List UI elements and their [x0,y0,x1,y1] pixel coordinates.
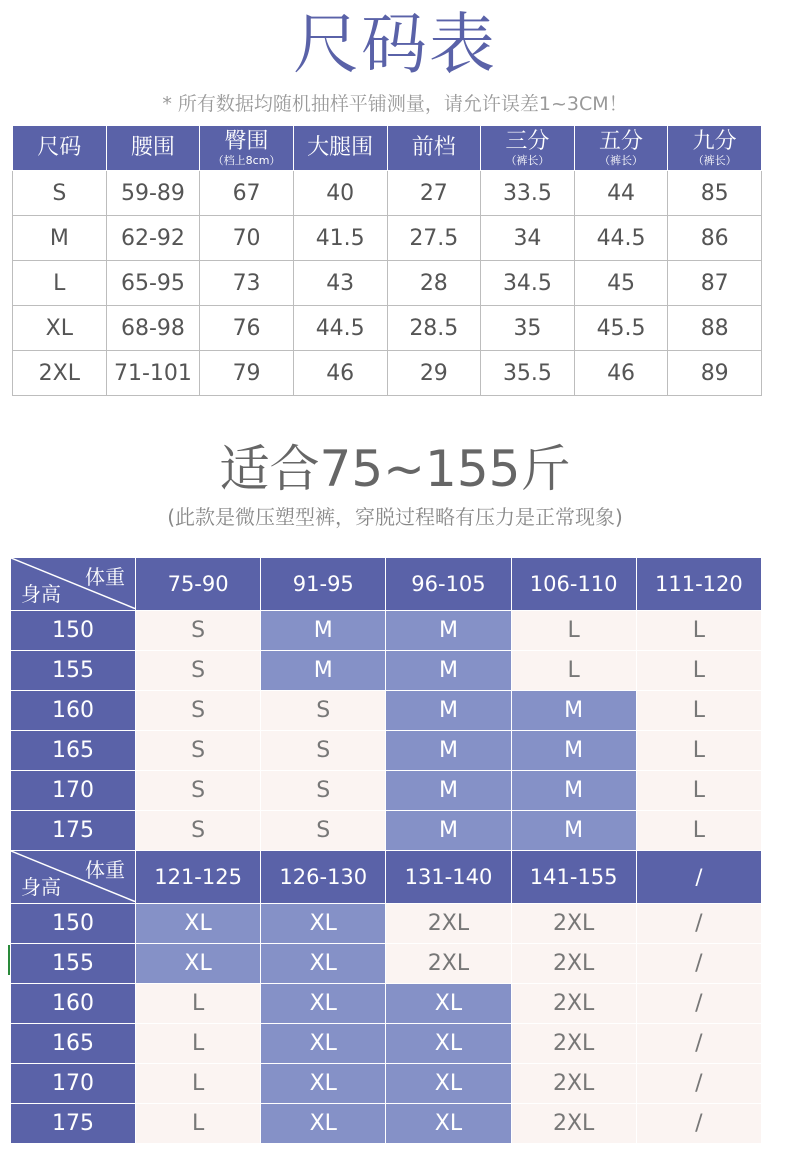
table-row [11,771,762,811]
table-row [11,611,762,651]
size-recommendation-cell: M [386,651,511,691]
size-recommendation-cell: M [386,771,511,811]
size-recommendation-cell: XL [386,1024,511,1064]
size-recommendation-cell: / [636,1064,761,1104]
three-quarter-cell: 33.5 [481,171,575,216]
thigh-cell: 43 [293,261,387,306]
size-recommendation-cell: 2XL [386,904,511,944]
size-recommendation-cell: / [636,904,761,944]
thigh-cell: 46 [293,351,387,396]
height-weight-corner [11,850,136,903]
height-cell: 175 [11,811,136,851]
size-recommendation-cell: S [261,731,386,771]
height-label: 身高 [21,582,61,607]
size-recommendation-cell: / [636,1104,761,1144]
height-label: 身高 [21,875,61,900]
size-recommendation-cell: M [511,731,636,771]
thigh-cell: 41.5 [293,216,387,261]
header-front-rise: 前档 [387,126,481,171]
weight-range-header: 111-120 [636,558,761,611]
size-recommendation-cell: M [386,731,511,771]
front-rise-cell: 28.5 [387,306,481,351]
height-cell: 170 [11,1064,136,1104]
weight-range-header: 75-90 [136,558,261,611]
three-quarter-cell: 34 [481,216,575,261]
size-recommendation-cell: XL [261,904,386,944]
weight-range-header: 131-140 [386,850,511,903]
size-recommendation-cell: L [636,811,761,851]
size-cell: 2XL [13,351,107,396]
size-table [12,125,762,396]
size-recommendation-cell: L [136,1024,261,1064]
size-recommendation-cell: 2XL [511,904,636,944]
header-size: 尺码 [13,126,107,171]
front-rise-cell: 27 [387,171,481,216]
nine-quarter-cell: 88 [668,306,762,351]
size-recommendation-cell: XL [261,1064,386,1104]
hip-cell: 73 [200,261,294,306]
size-recommendation-cell: M [386,811,511,851]
weight-label: 体重 [85,857,125,882]
header-waist: 腰围 [106,126,200,171]
height-cell: 150 [11,611,136,651]
header-five-quarter: 五分 （裤长） [574,126,668,171]
header-hip: 臀围 （档上8cm） [200,126,294,171]
size-recommendation-cell: XL [261,1104,386,1144]
size-recommendation-cell: M [386,611,511,651]
five-quarter-cell: 45.5 [574,306,668,351]
height-cell: 155 [11,944,136,984]
weight-range-header: / [636,850,761,903]
size-recommendation-cell: L [511,611,636,651]
waist-cell: 59-89 [106,171,200,216]
thigh-cell: 40 [293,171,387,216]
table-row [11,1024,762,1064]
table-row [13,261,762,306]
size-recommendation-cell: L [636,691,761,731]
size-recommendation-cell: 2XL [511,1104,636,1144]
waist-cell: 71-101 [106,351,200,396]
size-recommendation-cell: L [136,984,261,1024]
size-recommendation-cell: 2XL [511,984,636,1024]
nine-quarter-cell: 89 [668,351,762,396]
height-cell: 165 [11,731,136,771]
weight-range-header: 96-105 [386,558,511,611]
header-three-quarter: 三分 （裤长） [481,126,575,171]
table-row [11,1064,762,1104]
height-weight-corner [11,558,136,611]
waist-cell: 62-92 [106,216,200,261]
size-cell: L [13,261,107,306]
waist-cell: 65-95 [106,261,200,306]
size-cell: S [13,171,107,216]
hip-cell: 76 [200,306,294,351]
measurement-note: * 所有数据均随机抽样平铺测量，请允许误差1~3CM！ [162,93,628,115]
height-cell: 165 [11,1024,136,1064]
size-recommendation-cell: S [136,811,261,851]
size-recommendation-cell: M [511,811,636,851]
table-row [11,1104,762,1144]
table-row [11,691,762,731]
size-recommendation-cell: XL [386,984,511,1024]
fit-note: (此款是微压塑型裤，穿脱过程略有压力是正常现象) [167,505,623,529]
size-recommendation-cell: 2XL [386,944,511,984]
size-recommendation-cell: M [261,611,386,651]
table-row [11,944,762,984]
five-quarter-cell: 44 [574,171,668,216]
nine-quarter-cell: 85 [668,171,762,216]
size-recommendation-cell: L [636,731,761,771]
weight-range-header: 91-95 [261,558,386,611]
thigh-cell: 44.5 [293,306,387,351]
size-recommendation-cell: S [136,611,261,651]
size-recommendation-cell: XL [261,984,386,1024]
size-recommendation-cell: XL [136,944,261,984]
header-thigh: 大腿围 [293,126,387,171]
table-row [11,904,762,944]
size-cell: M [13,216,107,261]
weight-header-row [11,850,762,903]
front-rise-cell: 28 [387,261,481,306]
table-row [11,811,762,851]
size-recommendation-cell: M [511,691,636,731]
height-cell: 155 [11,651,136,691]
five-quarter-cell: 45 [574,261,668,306]
waist-cell: 68-98 [106,306,200,351]
table-row [13,171,762,216]
height-cell: 160 [11,984,136,1024]
size-recommendation-cell: L [136,1064,261,1104]
size-recommendation-cell: L [636,771,761,811]
fit-title: 适合75~155斤 [219,440,571,498]
size-recommendation-cell: 2XL [511,1024,636,1064]
size-recommendation-cell: S [136,731,261,771]
height-cell: 150 [11,904,136,944]
size-recommendation-cell: XL [386,1064,511,1104]
size-recommendation-cell: 2XL [511,944,636,984]
hip-cell: 67 [200,171,294,216]
size-recommendation-cell: L [636,651,761,691]
nine-quarter-cell: 86 [668,216,762,261]
three-quarter-cell: 35 [481,306,575,351]
five-quarter-cell: 44.5 [574,216,668,261]
size-recommendation-cell: / [636,944,761,984]
size-recommendation-cell: L [136,1104,261,1144]
weight-label: 体重 [85,565,125,589]
size-table-header-row [13,126,762,171]
table-row [13,216,762,261]
size-recommendation-cell: S [261,691,386,731]
front-rise-cell: 27.5 [387,216,481,261]
weight-range-header: 121-125 [136,850,261,903]
front-rise-cell: 29 [387,351,481,396]
size-recommendation-cell: S [136,771,261,811]
size-recommendation-cell: S [136,651,261,691]
table-row [11,731,762,771]
table-row [11,984,762,1024]
size-recommendation-cell: S [261,811,386,851]
weight-header-row [11,558,762,611]
size-recommendation-cell: L [511,651,636,691]
hip-cell: 79 [200,351,294,396]
header-nine-quarter: 九分 （裤长） [668,126,762,171]
page-title: 尺码表 [293,6,497,83]
weight-range-header: 141-155 [511,850,636,903]
hip-cell: 70 [200,216,294,261]
size-recommendation-cell: XL [386,1104,511,1144]
table-row [13,306,762,351]
size-cell: XL [13,306,107,351]
size-recommendation-cell: 2XL [511,1064,636,1104]
height-cell: 170 [11,771,136,811]
size-recommendation-cell: XL [136,904,261,944]
size-recommendation-cell: M [261,651,386,691]
size-recommendation-cell: XL [261,1024,386,1064]
five-quarter-cell: 46 [574,351,668,396]
size-recommendation-cell: / [636,1024,761,1064]
fit-table [10,557,762,1144]
size-recommendation-cell: / [636,984,761,1024]
three-quarter-cell: 35.5 [481,351,575,396]
size-recommendation-cell: M [386,691,511,731]
nine-quarter-cell: 87 [668,261,762,306]
table-row [13,351,762,396]
height-cell: 175 [11,1104,136,1144]
size-recommendation-cell: S [261,771,386,811]
weight-range-header: 106-110 [511,558,636,611]
table-row [11,651,762,691]
height-cell: 160 [11,691,136,731]
size-recommendation-cell: L [636,611,761,651]
weight-range-header: 126-130 [261,850,386,903]
three-quarter-cell: 34.5 [481,261,575,306]
size-recommendation-cell: S [136,691,261,731]
size-recommendation-cell: XL [261,944,386,984]
size-recommendation-cell: M [511,771,636,811]
